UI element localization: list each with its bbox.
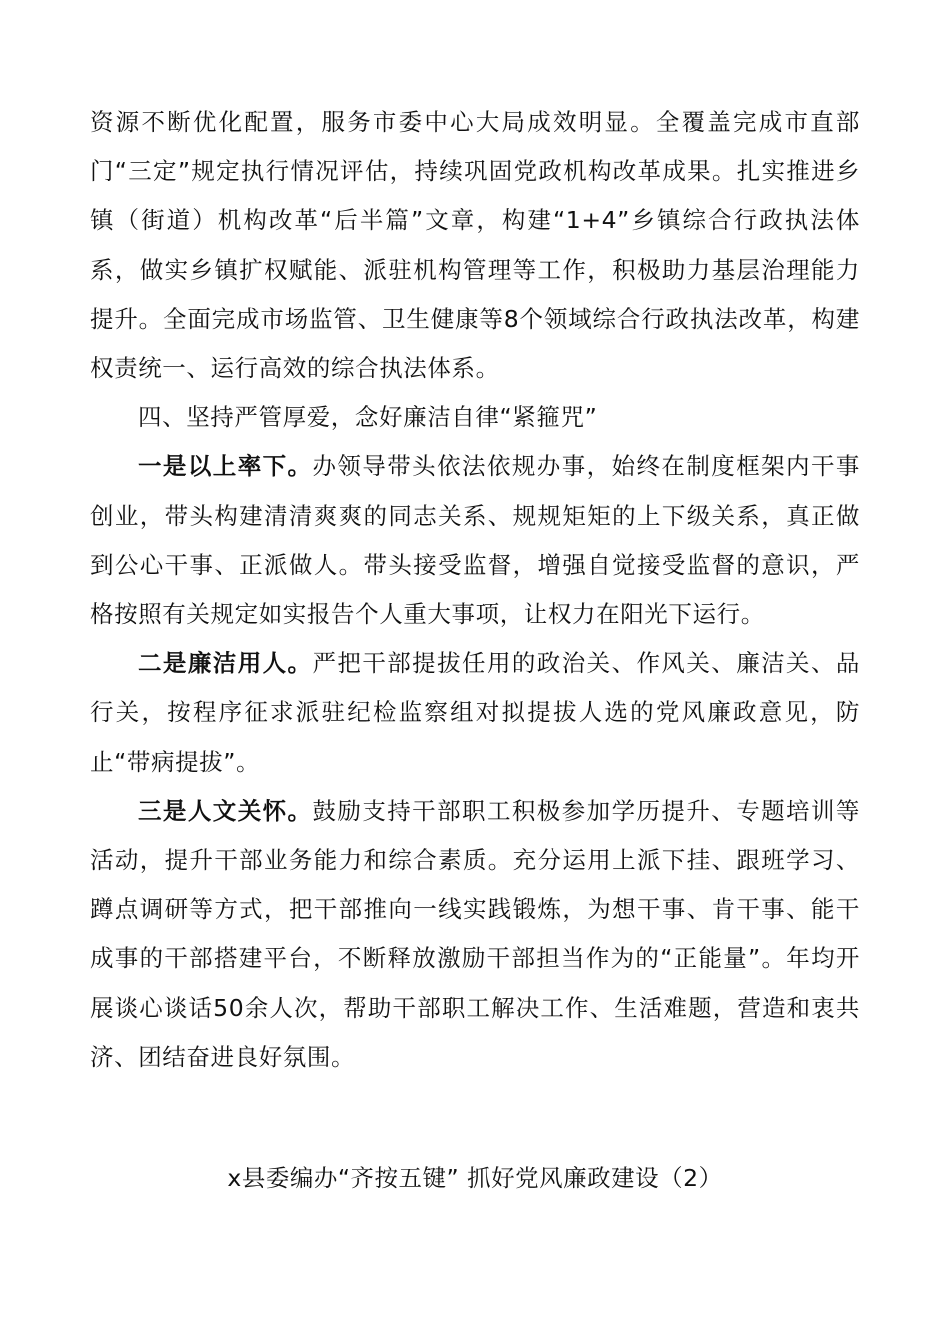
paragraph-lead-text: 一是以上率下。 (138, 452, 313, 481)
paragraph-body-text: 严把干部提拔任用的政治关、作风关、廉洁关、品行关，按程序征求派驻纪检监察组对拟提拔人选的党风廉政意见，防止“带病提拔”。 (90, 649, 861, 776)
paragraph-clean-appointment (90, 639, 860, 787)
paragraph-body-text: 办领导带头依法依规办事，始终在制度框架内干事创业，带头构建清清爽爽的同志关系、规规矩矩的上下级关系，真正做到公心干事、正派做人。带头接受监督，增强自觉接受监督的意识，严格按照有关规定如实报告个人重大事项，让权力在阳光下运行。 (90, 452, 861, 629)
paragraph-continued: 资源不断优化配置，服务市委中心大局成效明显。全覆盖完成市直部门“三定”规定执行情况评估，持续巩固党政机构改革成果。扎实推进乡镇（街道）机构改革“后半篇”文章，构建“1+4”乡镇综合行政执法体系，做实乡镇扩权赋能、派驻机构管理等工作，积极助力基层治理能力提升。全面完成市场监管、卫生健康等8个领域综合行政执法改革，构建权责统一、运行高效的综合执法体系。 (90, 108, 860, 383)
paragraph-humanistic-care (90, 787, 860, 1082)
next-article-title: x县委编办“齐按五键” 抓好党风廉政建设（2） (227, 1164, 723, 1192)
paragraph-lead-text: 二是廉洁用人。 (138, 649, 313, 678)
paragraph-lead-text: 三是人文关怀。 (138, 796, 313, 825)
document-body (90, 98, 860, 1082)
paragraph-lead-by-example (90, 442, 860, 639)
section-heading: 四、坚持严管厚爱，念好廉洁自律“紧箍咒” (138, 403, 598, 432)
paragraph-body-text: 鼓励支持干部职工积极参加学历提升、专题培训等活动，提升干部业务能力和综合素质。充分运用上派下挂、跟班学习、蹲点调研等方式，把干部推向一线实践锻炼，为想干事、肯干事、能干成事的干部搭建平台，不断释放激励干部担当作为的“正能量”。年均开展谈心谈话50余人次，帮助干部职工解决工作、生活难题，营造和衷共济、团结奋进良好氛围。 (90, 796, 861, 1071)
